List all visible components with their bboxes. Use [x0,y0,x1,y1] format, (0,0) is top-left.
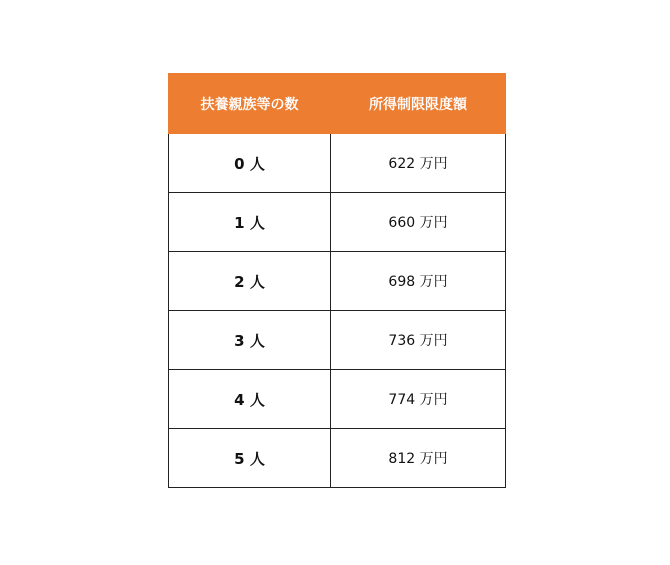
income-limit-cell: 660 万円 [331,193,506,252]
dependents-cell: 2 人 [169,252,331,311]
income-limit-table [168,73,506,488]
dependents-cell: 1 人 [169,193,331,252]
table-row [169,193,506,252]
header-dependents: 扶養親族等の数 [169,74,331,134]
header-income-limit: 所得制限限度額 [331,74,506,134]
table-row [169,311,506,370]
table-row [169,370,506,429]
income-limit-table-container [168,73,505,488]
dependents-cell: 5 人 [169,429,331,488]
income-limit-cell: 812 万円 [331,429,506,488]
income-limit-cell: 698 万円 [331,252,506,311]
table-header-row [169,74,506,134]
income-limit-cell: 774 万円 [331,370,506,429]
table-row [169,134,506,193]
income-limit-cell: 622 万円 [331,134,506,193]
income-limit-cell: 736 万円 [331,311,506,370]
dependents-cell: 3 人 [169,311,331,370]
table-row [169,429,506,488]
table-row [169,252,506,311]
dependents-cell: 4 人 [169,370,331,429]
dependents-cell: 0 人 [169,134,331,193]
